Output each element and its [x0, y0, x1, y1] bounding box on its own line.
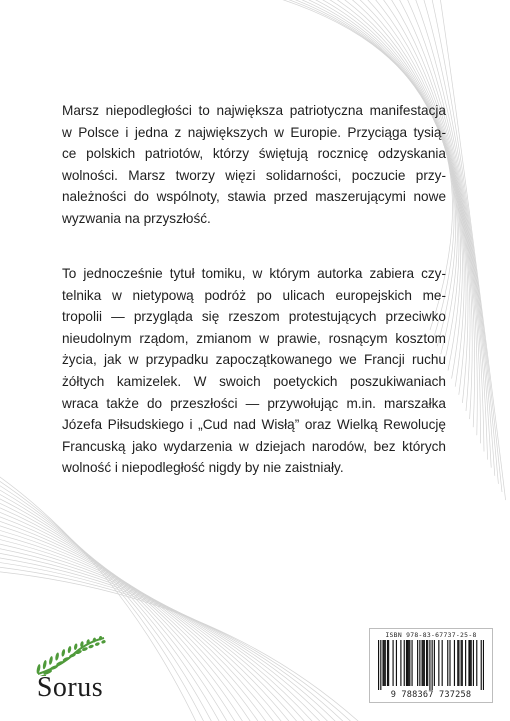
barcode-bar — [400, 640, 401, 686]
paragraph-line: życia, jak w przypadku zapoczątkowanego we Francji ruchu — [62, 352, 446, 368]
barcode-bar — [468, 640, 469, 686]
fern-leaf — [67, 646, 72, 654]
paragraph-line: telnika w nietypową podróż po ulicach europejskich me- — [62, 287, 446, 303]
barcode-bar — [426, 640, 427, 686]
fern-leaf — [101, 639, 106, 644]
paragraph-line: należności do wspólnoty, stawia przed maszerującymi nowe — [62, 189, 446, 205]
barcode-bar — [387, 640, 388, 686]
fern-leaf — [94, 642, 100, 647]
barcode-bar — [442, 640, 443, 686]
barcode-bar — [411, 640, 412, 686]
barcode-bar — [458, 640, 459, 686]
barcode-bar — [380, 640, 381, 690]
barcode-bar — [378, 640, 379, 690]
barcode-bar — [417, 640, 418, 686]
barcode-bar — [406, 640, 407, 686]
barcode-bar — [409, 640, 410, 686]
ean-digits: 9 788367 737258 — [390, 690, 472, 700]
barcode-bar — [462, 640, 463, 686]
barcode-bar — [388, 640, 389, 686]
fern-leaf — [42, 660, 47, 670]
barcode-bar — [483, 640, 484, 690]
paragraph-line: wyzwania na przyszłość. — [62, 210, 211, 226]
barcode-bar — [393, 640, 394, 686]
fern-leaf — [61, 649, 66, 657]
barcode-bar — [396, 640, 397, 686]
barcode-bar — [447, 640, 448, 686]
isbn-label: ISBN 978-83-67737-25-8 — [385, 631, 477, 639]
paragraph-line: Marsz niepodległości to największa patriotyczna manifestacja — [62, 103, 446, 118]
paragraph-line: wraca także do przeszłości — przywołując m.in. marszałka — [62, 395, 446, 411]
paragraph-line: To jednocześnie tytuł tomiku, w którym autorka zabiera czy- — [62, 266, 446, 281]
barcode-bar — [471, 640, 472, 686]
barcode-bar — [384, 640, 385, 686]
barcode-bar — [454, 640, 455, 686]
description-paragraph-1 — [62, 100, 446, 230]
isbn-barcode — [369, 628, 493, 703]
barcode-bar — [476, 640, 477, 686]
barcode-bar — [427, 640, 428, 686]
barcode-bar — [461, 640, 462, 686]
description-paragraph-2 — [62, 263, 446, 479]
paragraph-line: wolności. Marsz tworzy więzi solidarności, poczucie przy- — [62, 167, 446, 183]
barcode-bar — [438, 640, 439, 686]
barcode-bar — [457, 640, 458, 686]
paragraph-line: nieudolnym rządom, zmianom w prawie, rosnącym kosztom — [62, 330, 446, 346]
barcode-bar — [423, 640, 424, 686]
barcode-bar — [385, 640, 386, 686]
barcode-bar — [404, 640, 405, 686]
barcode-bar — [432, 640, 433, 690]
fern-icon — [32, 636, 108, 676]
barcode-bar — [422, 640, 423, 686]
paragraph-line: Francuską jako wydarzenia w dziejach narodów, bez których — [62, 438, 446, 454]
paragraph-line: żółtych kamizelek. W swoich poetyckich poszukiwaniach — [62, 373, 446, 389]
barcode-bar — [473, 640, 474, 686]
fern-leaf — [55, 652, 60, 661]
paragraph-line: ce polskich patriotów, którzy świętują rocznicę odzyskania — [62, 146, 446, 162]
barcode-bar — [469, 640, 470, 686]
barcode-bar — [434, 640, 435, 686]
publisher-name: Sorus — [36, 672, 104, 703]
paragraph-line: w Polsce i jedna z największych w Europie. Przyciąga tysią- — [62, 124, 446, 140]
barcode-bar — [407, 640, 408, 686]
fern-leaf — [73, 643, 78, 650]
fern-leaf — [48, 656, 53, 665]
paragraph-line: Józefa Piłsudskiego i „Cud nad Wisłą” oraz Wielką Rewolucję — [62, 417, 446, 433]
barcode-bar — [382, 640, 383, 686]
barcode-bar — [424, 640, 425, 686]
paragraph-line: tropolii — przygląda się rzeszom protestujących przeciwko — [62, 309, 446, 325]
barcode-bar — [408, 640, 409, 686]
barcode-bar — [419, 640, 420, 686]
barcode-bars — [378, 640, 484, 690]
barcode-bar — [465, 640, 466, 686]
fern-leaf — [88, 644, 94, 649]
barcode-bar — [429, 640, 430, 690]
paragraph-line: wolność i niepodległość nigdy by nie zaistniały. — [62, 460, 344, 476]
barcode-bar — [449, 640, 450, 686]
publisher-logo — [20, 636, 120, 706]
barcode-bar — [481, 640, 482, 690]
